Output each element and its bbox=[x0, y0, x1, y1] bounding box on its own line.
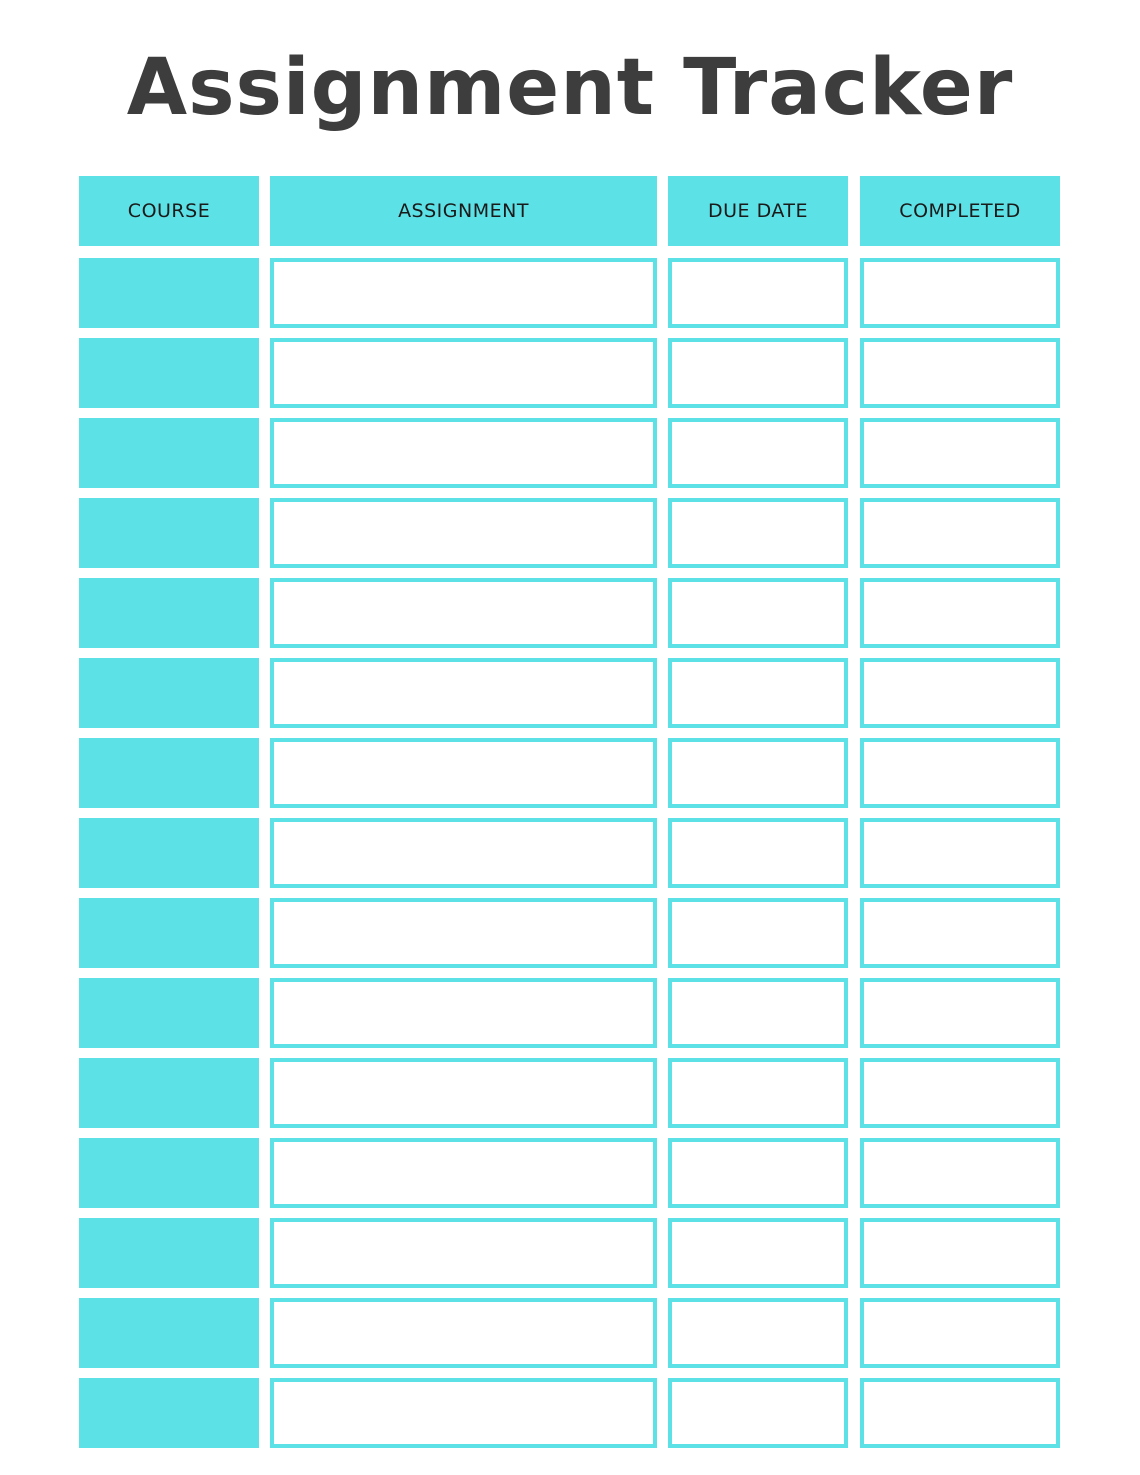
assignment-cell[interactable] bbox=[270, 1058, 657, 1128]
assignment-cell[interactable] bbox=[270, 1378, 657, 1448]
course-cell[interactable] bbox=[79, 738, 259, 808]
completed-cell[interactable] bbox=[860, 578, 1060, 648]
course-cell[interactable] bbox=[79, 1378, 259, 1448]
assignment-cell[interactable] bbox=[270, 498, 657, 568]
table-row bbox=[0, 258, 1140, 328]
table-row bbox=[0, 418, 1140, 488]
column-header-completed: COMPLETED bbox=[860, 176, 1060, 246]
completed-cell[interactable] bbox=[860, 1378, 1060, 1448]
completed-cell[interactable] bbox=[860, 418, 1060, 488]
table-row bbox=[0, 658, 1140, 728]
assignment-cell[interactable] bbox=[270, 658, 657, 728]
table-row bbox=[0, 818, 1140, 888]
due-date-cell[interactable] bbox=[668, 898, 848, 968]
column-header-course: COURSE bbox=[79, 176, 259, 246]
completed-cell[interactable] bbox=[860, 338, 1060, 408]
due-date-cell[interactable] bbox=[668, 338, 848, 408]
due-date-cell[interactable] bbox=[668, 1378, 848, 1448]
completed-cell[interactable] bbox=[860, 1298, 1060, 1368]
due-date-cell[interactable] bbox=[668, 498, 848, 568]
completed-cell[interactable] bbox=[860, 898, 1060, 968]
table-row bbox=[0, 578, 1140, 648]
course-cell[interactable] bbox=[79, 258, 259, 328]
table-row bbox=[0, 498, 1140, 568]
course-cell[interactable] bbox=[79, 1218, 259, 1288]
table-row bbox=[0, 738, 1140, 808]
completed-cell[interactable] bbox=[860, 738, 1060, 808]
course-cell[interactable] bbox=[79, 818, 259, 888]
course-cell[interactable] bbox=[79, 1058, 259, 1128]
completed-cell[interactable] bbox=[860, 1058, 1060, 1128]
table-row bbox=[0, 1378, 1140, 1448]
course-cell[interactable] bbox=[79, 1298, 259, 1368]
course-cell[interactable] bbox=[79, 498, 259, 568]
table-row bbox=[0, 1218, 1140, 1288]
course-cell[interactable] bbox=[79, 338, 259, 408]
assignment-cell[interactable] bbox=[270, 338, 657, 408]
course-cell[interactable] bbox=[79, 1138, 259, 1208]
table-row bbox=[0, 1058, 1140, 1128]
assignment-cell[interactable] bbox=[270, 818, 657, 888]
course-cell[interactable] bbox=[79, 418, 259, 488]
table-row bbox=[0, 338, 1140, 408]
table-row bbox=[0, 1138, 1140, 1208]
page-title: Assignment Tracker bbox=[126, 43, 1014, 133]
column-header-due-date: DUE DATE bbox=[668, 176, 848, 246]
assignment-cell[interactable] bbox=[270, 258, 657, 328]
column-header-assignment: ASSIGNMENT bbox=[270, 176, 657, 246]
due-date-cell[interactable] bbox=[668, 1138, 848, 1208]
completed-cell[interactable] bbox=[860, 658, 1060, 728]
course-cell[interactable] bbox=[79, 658, 259, 728]
due-date-cell[interactable] bbox=[668, 658, 848, 728]
course-cell[interactable] bbox=[79, 978, 259, 1048]
due-date-cell[interactable] bbox=[668, 1058, 848, 1128]
assignment-cell[interactable] bbox=[270, 978, 657, 1048]
assignment-cell[interactable] bbox=[270, 418, 657, 488]
due-date-cell[interactable] bbox=[668, 738, 848, 808]
due-date-cell[interactable] bbox=[668, 418, 848, 488]
completed-cell[interactable] bbox=[860, 978, 1060, 1048]
completed-cell[interactable] bbox=[860, 1218, 1060, 1288]
completed-cell[interactable] bbox=[860, 258, 1060, 328]
table-row bbox=[0, 1298, 1140, 1368]
table-row bbox=[0, 898, 1140, 968]
completed-cell[interactable] bbox=[860, 498, 1060, 568]
assignment-cell[interactable] bbox=[270, 1218, 657, 1288]
due-date-cell[interactable] bbox=[668, 1298, 848, 1368]
course-cell[interactable] bbox=[79, 578, 259, 648]
completed-cell[interactable] bbox=[860, 1138, 1060, 1208]
table-row bbox=[0, 978, 1140, 1048]
completed-cell[interactable] bbox=[860, 818, 1060, 888]
due-date-cell[interactable] bbox=[668, 818, 848, 888]
assignment-cell[interactable] bbox=[270, 1138, 657, 1208]
assignment-cell[interactable] bbox=[270, 898, 657, 968]
assignment-cell[interactable] bbox=[270, 1298, 657, 1368]
due-date-cell[interactable] bbox=[668, 978, 848, 1048]
assignment-cell[interactable] bbox=[270, 738, 657, 808]
due-date-cell[interactable] bbox=[668, 258, 848, 328]
due-date-cell[interactable] bbox=[668, 1218, 848, 1288]
due-date-cell[interactable] bbox=[668, 578, 848, 648]
course-cell[interactable] bbox=[79, 898, 259, 968]
assignment-cell[interactable] bbox=[270, 578, 657, 648]
